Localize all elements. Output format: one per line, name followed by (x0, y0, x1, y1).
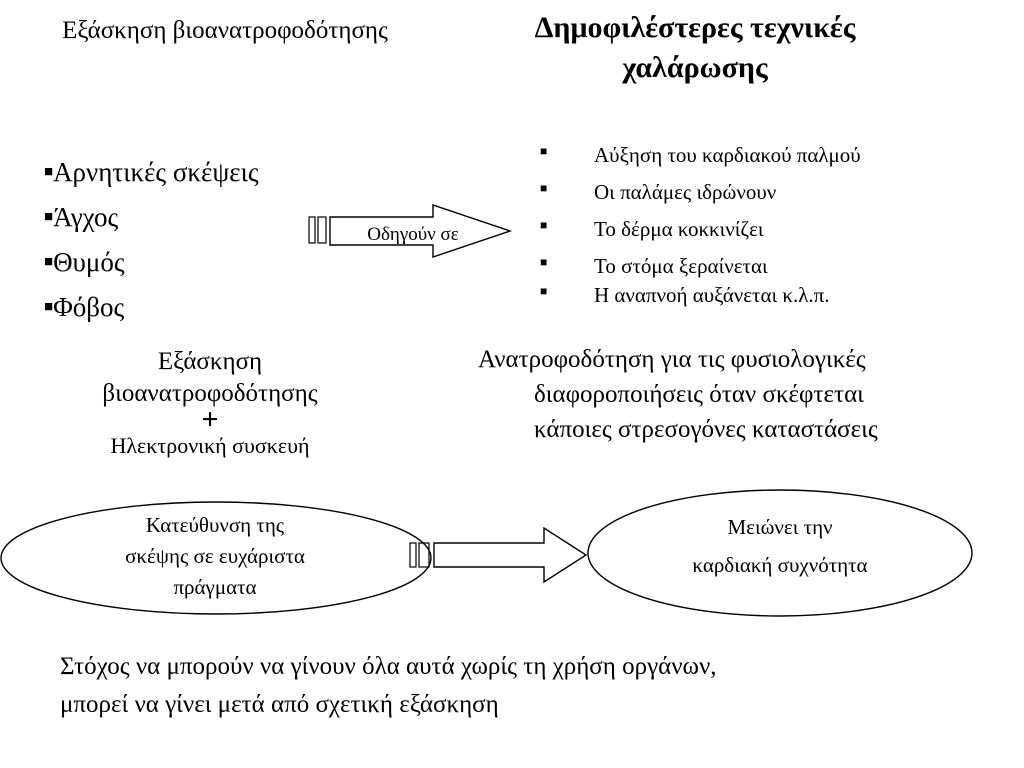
effect-label: Οι παλάμες ιδρώνουν (594, 180, 777, 204)
ellipse-line: Κατεύθυνση της (145, 513, 285, 537)
feedback-line: διαφοροποιήσεις όταν σκέφτεται (534, 381, 864, 408)
arrow-stripe (309, 217, 315, 243)
combo-line: Ηλεκτρονική συσκευή (110, 433, 310, 458)
right-ellipse-text (620, 508, 940, 584)
bullet-square-icon: ■ (44, 164, 54, 180)
effect-label: Η αναπνοή αυξάνεται κ.λ.π. (594, 283, 830, 307)
effect-label: Το δέρμα κοκκινίζει (594, 217, 764, 241)
bullet-square-icon: ■ (540, 181, 548, 195)
reduces-arrow (434, 528, 586, 582)
feedback-line: Ανατροφοδότηση για τις φυσιολογικές (478, 346, 866, 373)
effect-label: Αύξηση του καρδιακού παλμού (594, 143, 861, 167)
ellipse-line: Μειώνει την (727, 515, 833, 539)
arrow-stripe (318, 217, 326, 243)
bullet-square-icon: ■ (44, 254, 54, 270)
combo-line: βιοανατροφοδότησης (102, 380, 318, 407)
cause-label: Φόβος (53, 292, 125, 322)
biofeedback-device-block (20, 346, 400, 462)
feedback-line: κάποιες στρεσογόνες καταστάσεις (534, 416, 878, 443)
ellipse-line: σκέψης σε ευχάριστα (125, 544, 305, 568)
goal-line: μπορεί να γίνει μετά από σχετική εξάσκηση (60, 691, 499, 718)
bullet-square-icon: ■ (540, 255, 548, 269)
goal-text (60, 648, 717, 724)
bullet-square-icon: ■ (44, 299, 54, 315)
effect-label: Το στόμα ξεραίνεται (594, 254, 768, 278)
left-ellipse-text (40, 510, 390, 603)
arrow-label: Οδηγούν σε (367, 224, 459, 245)
feedback-text (478, 342, 1018, 447)
left-title: Εξάσκηση βιοανατροφοδότησης (62, 17, 388, 44)
bullet-square-icon: ■ (540, 144, 548, 158)
cause-label: Άγχος (53, 202, 119, 232)
plus-sign: + (201, 403, 219, 436)
cause-label: Αρνητικές σκέψεις (53, 157, 259, 187)
ellipse-line: πράγματα (173, 575, 257, 599)
cause-label: Θυμός (53, 247, 125, 277)
combo-line: Εξάσκηση (157, 348, 263, 375)
goal-line: Στόχος να μπορούν να γίνουν όλα αυτά χωρίς τη χρήση οργάνων, (60, 653, 717, 680)
ellipse-line: καρδιακή συχνότητα (692, 553, 868, 577)
bullet-square-icon: ■ (540, 284, 548, 298)
right-title: Δημοφιλέστερες τεχνικές χαλάρωσης (534, 11, 856, 84)
bullet-square-icon: ■ (44, 209, 54, 225)
bullet-square-icon: ■ (540, 218, 548, 232)
